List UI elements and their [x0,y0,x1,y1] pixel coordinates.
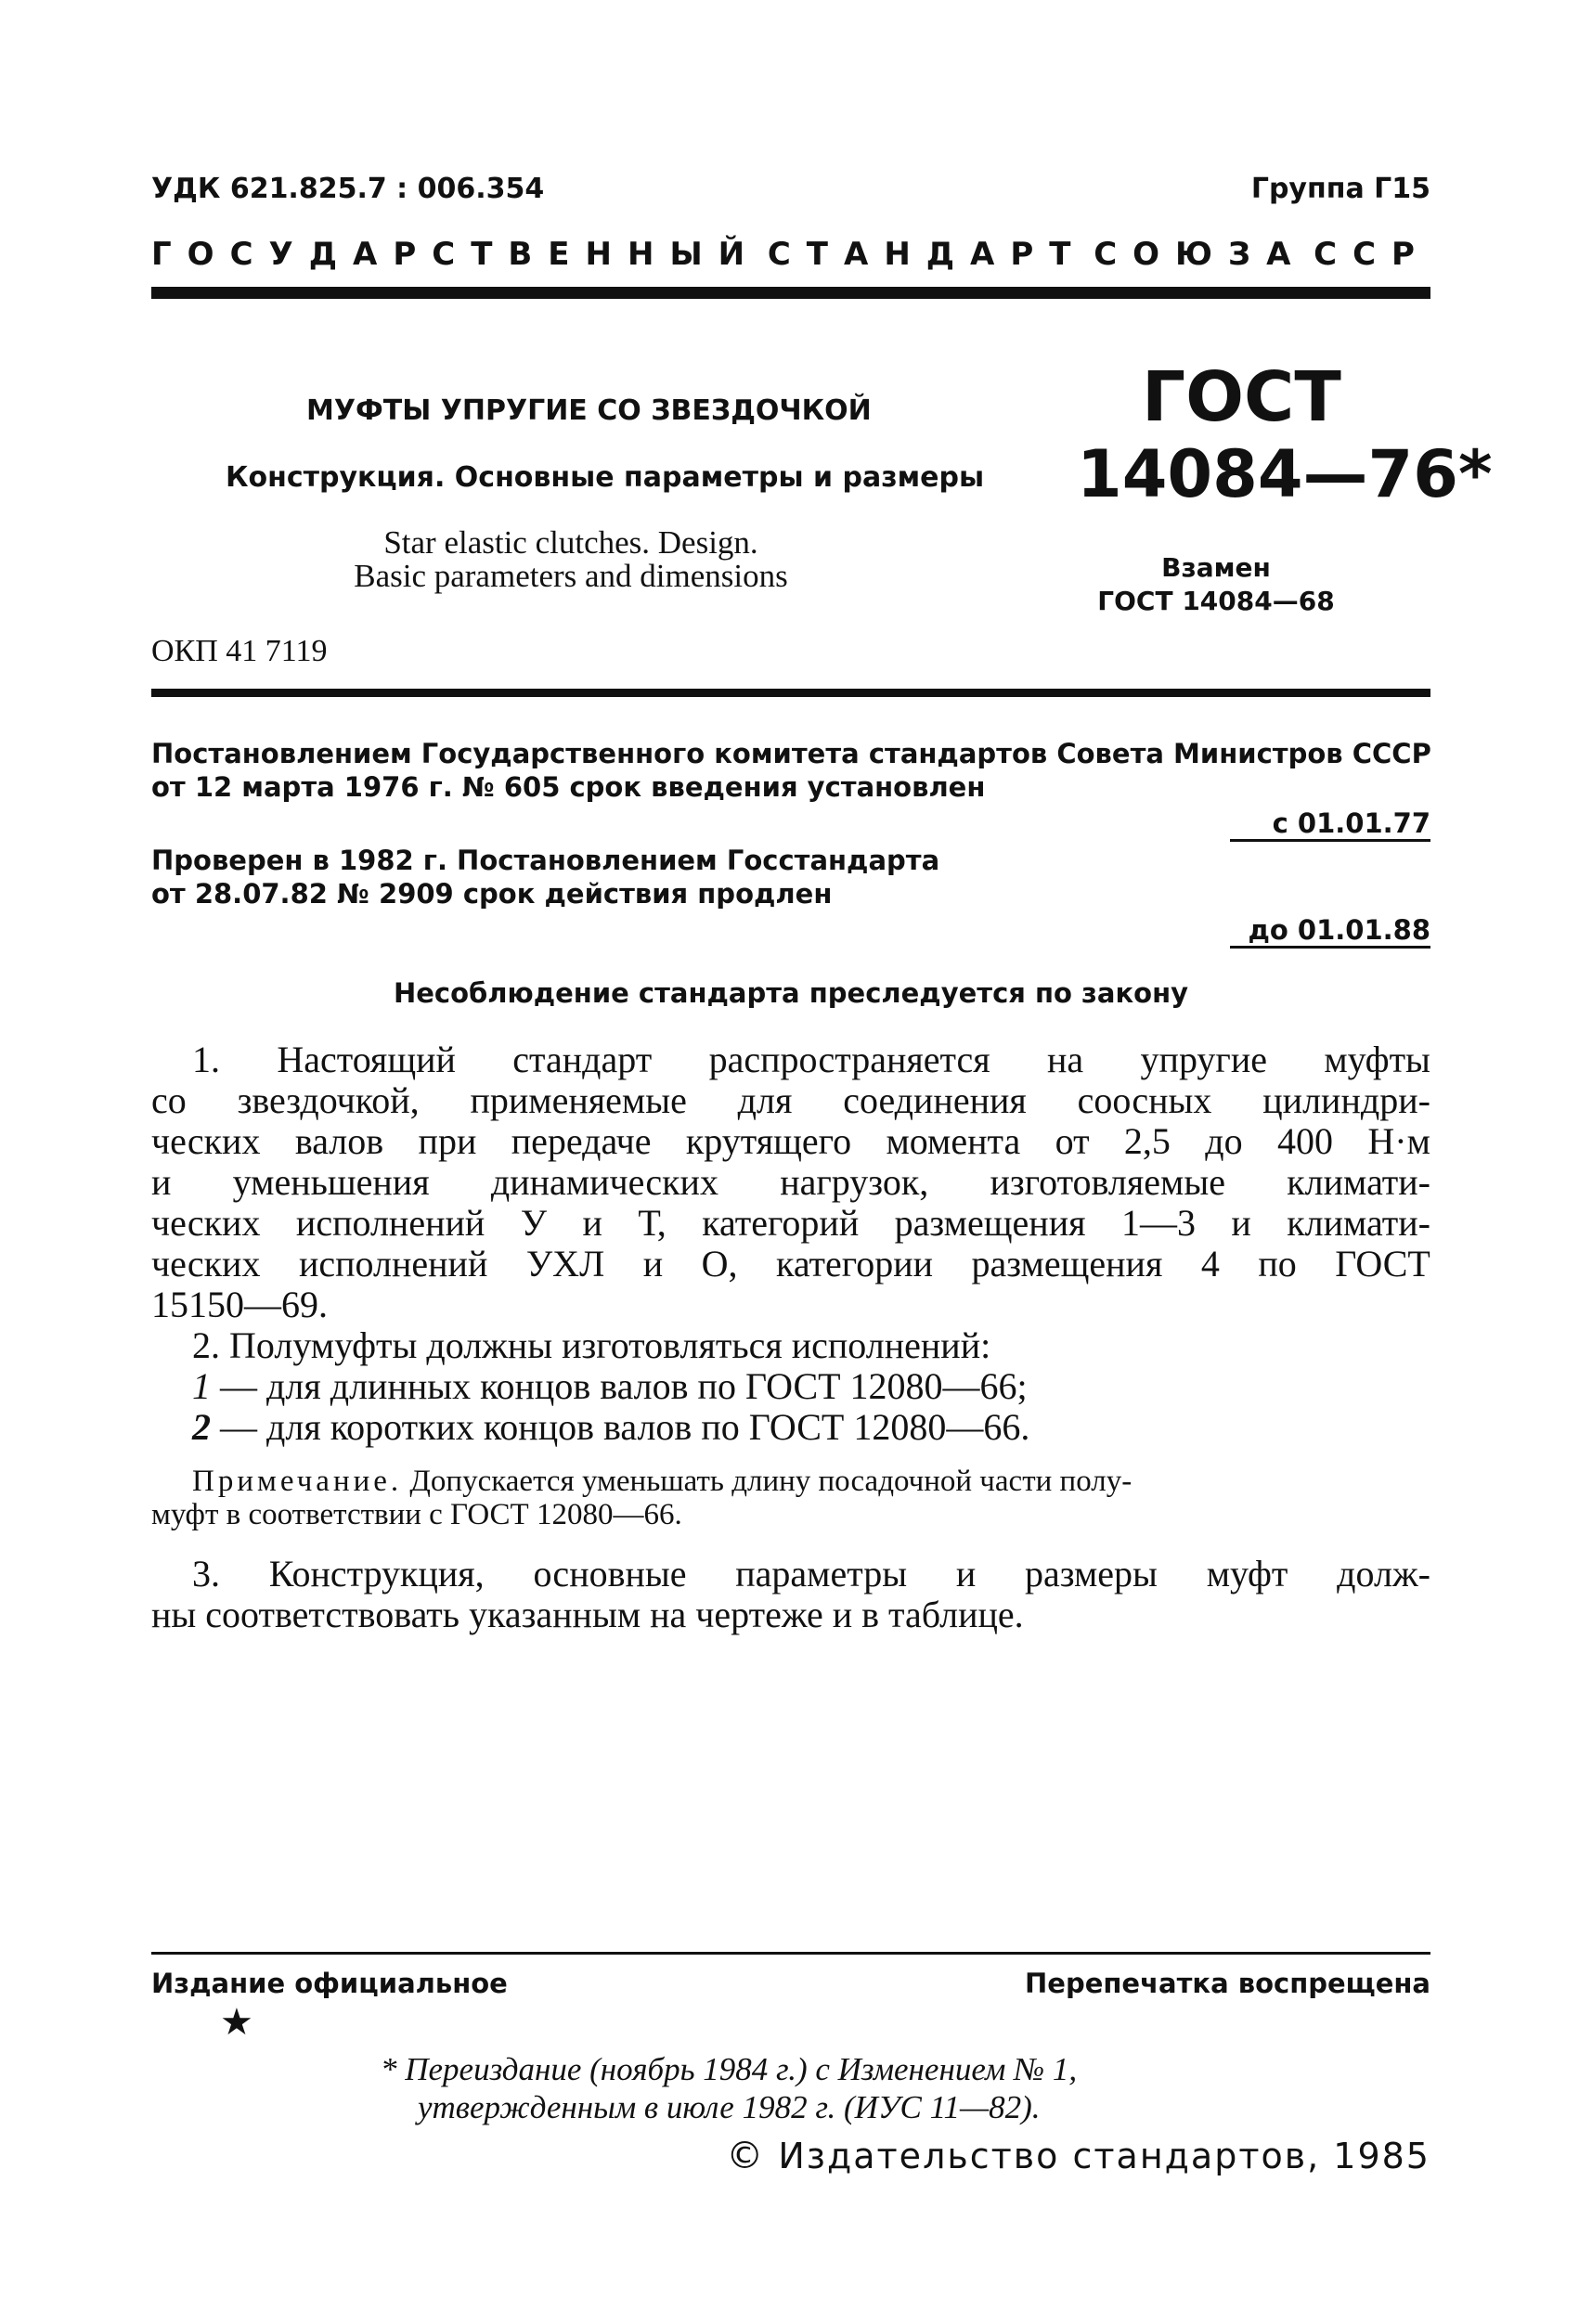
word: изготовляемые [990,1161,1225,1203]
heading-word: ГОСУДАРСТВЕННЫЙ [151,236,761,273]
word: 2,5 [1123,1120,1171,1162]
footer-divider [151,1952,1430,1955]
word: со [151,1079,187,1121]
word: и [151,1161,172,1203]
document-title-ru: МУФТЫ УПРУГИЕ СО ЗВЕЗДОЧКОЙ [306,394,872,427]
state-standard-heading [151,236,1430,273]
word: от [1055,1120,1090,1162]
word: момента [886,1120,1021,1162]
word: соединения [843,1079,1027,1121]
replaces-label: Взамен [1161,552,1271,583]
word: уменьшения [232,1161,430,1203]
word: Настоящий [277,1039,456,1080]
word: Т, [638,1202,667,1244]
paragraph-line [151,1595,1430,1635]
expiry-date: до 01.01.88 [1248,914,1430,946]
list-item-number: 2 [192,1406,211,1448]
word: при [418,1120,477,1162]
list-item [151,1407,1430,1448]
word: валов [294,1120,384,1162]
word: муфт [1206,1553,1288,1595]
paragraph-text [192,1039,1430,1080]
checked-text: Проверен в 1982 г. Постановлением Госстандарта [151,845,940,876]
paragraph-line [151,1039,1430,1080]
word: звездочкой, [237,1079,420,1121]
word: размещения [894,1202,1086,1244]
paragraph-line [151,1121,1430,1162]
note-line [151,1498,1430,1531]
paragraph-text [151,1244,1430,1285]
word: категории [776,1243,934,1285]
word: 1—3 [1120,1202,1196,1244]
reissue-note: утвержденным в июле 1982 г. (ИУС 11—82). [418,2089,1041,2125]
word: муфты [1324,1039,1430,1080]
word: категорий [702,1202,860,1244]
word: передаче [511,1120,652,1162]
word: ческих [151,1120,261,1162]
copyright-icon: © [726,2135,766,2177]
paragraph-line [151,1325,1430,1366]
word: применяемые [470,1079,687,1121]
copyright-text: Издательство стандартов, 1985 [778,2136,1430,2176]
word: соосных [1077,1079,1212,1121]
document-title-en: Star elastic clutches. Design. [383,524,758,561]
expiry-date-underline [1230,946,1430,949]
note-label: Примечание. [192,1465,403,1498]
list-item-number: 1 [192,1365,211,1407]
checked-text: от 28.07.82 № 2909 срок действия продлен [151,878,833,910]
note-text: муфт в соответствии с ГОСТ 12080—66. [151,1498,682,1531]
official-edition-label: Издание официальное [151,1968,508,1999]
replaces-standard: ГОСТ 14084—68 [1097,586,1335,616]
word: 3. [192,1553,220,1595]
word: исполнений [298,1243,488,1285]
gost-label: ГОСТ [1142,357,1341,437]
word: распространяется [708,1039,990,1080]
word: Конструкция, [268,1553,485,1595]
paragraph-line [151,1080,1430,1121]
word: упругие [1140,1039,1267,1080]
decree-text: Постановлением Государственного комитета стандартов Совета Министров СССР [151,738,1431,769]
heading-word: СОЮЗА [1094,236,1307,273]
word: 1. [192,1039,220,1080]
title-divider [151,689,1430,697]
word: ГОСТ [1335,1243,1430,1285]
paragraph-line [151,1554,1430,1595]
word: 400 [1277,1120,1334,1162]
document-subtitle-ru: Конструкция. Основные параметры и размеры [226,461,985,494]
word: Н·м [1367,1120,1430,1162]
word: УХЛ [525,1243,605,1285]
paragraph-text [151,1203,1430,1244]
heading-word: ССР [1314,236,1430,273]
header-divider [151,287,1430,299]
decree-text: от 12 марта 1976 г. № 605 срок введения установлен [151,771,986,803]
word: климати- [1287,1161,1430,1203]
word: ческих [151,1202,261,1244]
word: крутящего [685,1120,852,1162]
reprint-prohibited-label: Перепечатка воспрещена [1025,1968,1430,1999]
paragraph-line [151,1203,1430,1244]
word: и [582,1202,602,1244]
paragraph-text [151,1162,1430,1203]
word: 4 [1200,1243,1220,1285]
list-item-text: — для коротких концов валов по ГОСТ 12080—66. [220,1406,1030,1448]
paragraph-3 [151,1554,1430,1635]
word: нагрузок, [780,1161,929,1203]
word: ческих [151,1243,261,1285]
list-item-text: — для длинных концов валов по ГОСТ 12080—66; [220,1365,1028,1407]
document-title-en: Basic parameters and dimensions [354,558,788,594]
word: климати- [1287,1202,1430,1244]
paragraph-text [151,1080,1430,1121]
paragraph-text: 15150—69. [151,1284,328,1325]
word: параметры [735,1553,908,1595]
effective-date: с 01.01.77 [1272,807,1430,839]
word: для [737,1079,793,1121]
paragraph-text [151,1121,1430,1162]
note-line [151,1465,1430,1498]
okp-code: ОКП 41 7119 [151,634,328,668]
word: основные [533,1553,687,1595]
word: размещения [971,1243,1163,1285]
paragraph-line [151,1162,1430,1203]
paragraph-line [151,1244,1430,1285]
word: по [1258,1243,1297,1285]
copyright [726,2135,1430,2177]
word: долж- [1337,1553,1430,1595]
word: и [955,1553,977,1595]
paragraph-text: 2. Полумуфты должны изготовляться исполнений: [192,1324,991,1366]
paragraph-text: ны соответствовать указанным на чертеже и в таблице. [151,1594,1024,1635]
group-code: Группа Г15 [1250,173,1430,205]
heading-word: СТАНДАРТ [767,236,1087,273]
udk-code: УДК 621.825.7 : 006.354 [151,173,545,205]
effective-date-underline [1230,839,1430,842]
list-item [151,1366,1430,1407]
word: исполнений [295,1202,485,1244]
word: до [1205,1120,1243,1162]
word: динамических [490,1161,718,1203]
paragraph-text [192,1554,1430,1595]
word: У [520,1202,548,1244]
word: О, [701,1243,738,1285]
word: цилиндри- [1262,1079,1430,1121]
document-body [151,1039,1430,1635]
word: размеры [1025,1553,1158,1595]
word: на [1047,1039,1084,1080]
note-block [151,1465,1430,1531]
word: и [642,1243,664,1285]
legal-warning: Несоблюдение стандарта преследуется по закону [393,977,1189,1009]
word: стандарт [512,1039,653,1080]
reissue-note: * Переиздание (ноябрь 1984 г.) с Изменением № 1, [381,2051,1078,2087]
gost-number: 14084—76* [1077,436,1493,512]
note-text: Допускается уменьшать длину посадочной части полу- [409,1465,1132,1498]
star-icon: ★ [220,2001,253,2044]
paragraph-line [151,1285,1430,1325]
word: и [1231,1202,1251,1244]
